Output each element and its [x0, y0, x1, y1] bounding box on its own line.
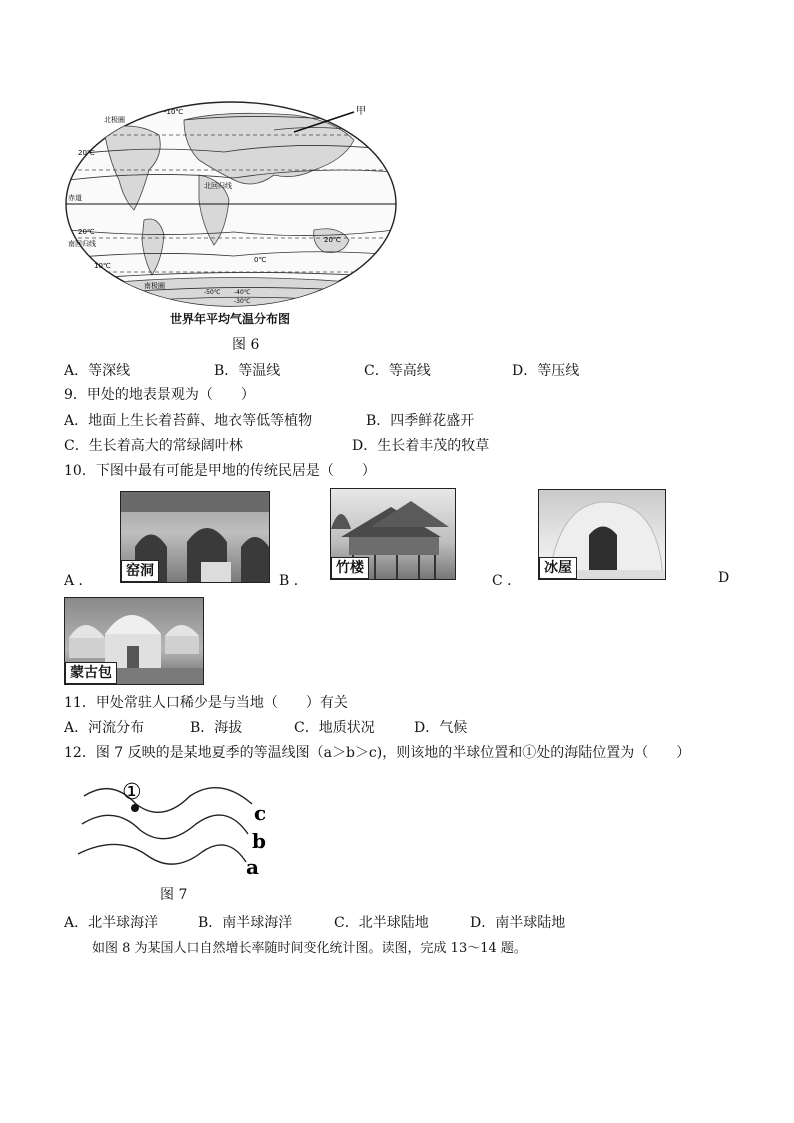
map-title: 世界年平均气温分布图 — [170, 312, 291, 326]
figure7-isotherm — [70, 774, 280, 880]
map-label-iso-20-e: 20℃ — [324, 236, 341, 244]
q8-option-a: A．等深线 — [64, 363, 131, 379]
map-label-iso-10: 10℃ — [94, 262, 111, 270]
map-label-iso-m30: -30℃ — [234, 298, 251, 305]
photo-cave-dwelling — [120, 491, 270, 583]
photo-label-igloo: 冰屋 — [539, 557, 577, 579]
q11-stem: 11．甲处常驻人口稀少是与当地（ ）有关 — [64, 695, 348, 711]
map-label-iso-m40: -40℃ — [234, 289, 251, 296]
q11-option-b: B．海拔 — [190, 720, 243, 736]
world-temperature-map — [64, 100, 398, 308]
photo-label-cave: 窑洞 — [121, 560, 159, 582]
q12-option-d: D．南半球陆地 — [470, 915, 566, 931]
q11-option-c: C．地质状况 — [294, 720, 375, 736]
map-label-iso-20-s: 20℃ — [78, 228, 95, 236]
map-label-jia: 甲 — [356, 106, 366, 117]
q8-option-b: B．等温线 — [214, 363, 281, 379]
map-label-arctic: 北极圈 — [104, 116, 125, 124]
fig7-label-c: c — [254, 801, 267, 825]
fig7-point-label: ① — [122, 780, 142, 805]
figure7-caption: 图 7 — [160, 887, 188, 903]
fig7-label-a: a — [246, 855, 259, 879]
map-label-tropic-cancer: 北回归线 — [204, 182, 232, 190]
photo-yurt — [64, 597, 204, 685]
figure7-svg — [70, 774, 280, 880]
q9-option-d: D．生长着丰茂的牧草 — [352, 438, 490, 454]
q11-option-d: D．气候 — [414, 720, 468, 736]
map-label-iso-20-n: 20℃ — [78, 149, 95, 157]
photo-igloo — [538, 489, 666, 580]
photo-label-bamboo: 竹楼 — [331, 557, 369, 579]
fig7-label-b: b — [252, 829, 266, 853]
map-label-iso-m10: -10℃ — [164, 108, 184, 116]
q12-option-b: B．南半球海洋 — [198, 915, 293, 931]
map-label-antarctic: 南极圈 — [144, 282, 165, 290]
q10-letter-d: D — [718, 570, 730, 586]
q9-stem: 9．甲处的地表景观为（ ） — [64, 387, 255, 403]
photo-label-yurt: 蒙古包 — [65, 662, 117, 684]
map-label-iso-0: 0℃ — [254, 256, 267, 264]
world-map-svg — [64, 100, 398, 308]
photo-bamboo-house — [330, 488, 456, 580]
q10-letter-c: C ． — [492, 573, 522, 589]
q9-option-b: B．四季鲜花盛开 — [366, 413, 475, 429]
q10-letter-a: A ． — [64, 573, 93, 589]
q8-option-d: D．等压线 — [512, 363, 580, 379]
q9-option-c: C．生长着高大的常绿阔叶林 — [64, 438, 243, 454]
figure6-caption: 图 6 — [232, 337, 260, 353]
q10-stem: 10．下图中最有可能是甲地的传统民居是（ ） — [64, 463, 376, 479]
q12-stem: 12．图 7 反映的是某地夏季的等温线图（a＞b＞c)，则该地的半球位置和①处的海陆位置为（ ） — [64, 745, 691, 761]
map-label-equator: 赤道 — [68, 194, 82, 202]
q9-option-a: A．地面上生长着苔藓、地衣等低等植物 — [64, 413, 313, 429]
q10-letter-b: B ． — [279, 573, 308, 589]
q8-option-c: C．等高线 — [364, 363, 431, 379]
q12-option-c: C．北半球陆地 — [334, 915, 429, 931]
q11-option-a: A．河流分布 — [64, 720, 145, 736]
q12-option-a: A．北半球海洋 — [64, 915, 159, 931]
map-label-iso-m50: -50℃ — [204, 289, 221, 296]
map-label-tropic-capricorn: 南回归线 — [68, 240, 96, 248]
intro-q13-14: 如图 8 为某国人口自然增长率随时间变化统计图。读图，完成 13～14 题。 — [92, 941, 527, 956]
